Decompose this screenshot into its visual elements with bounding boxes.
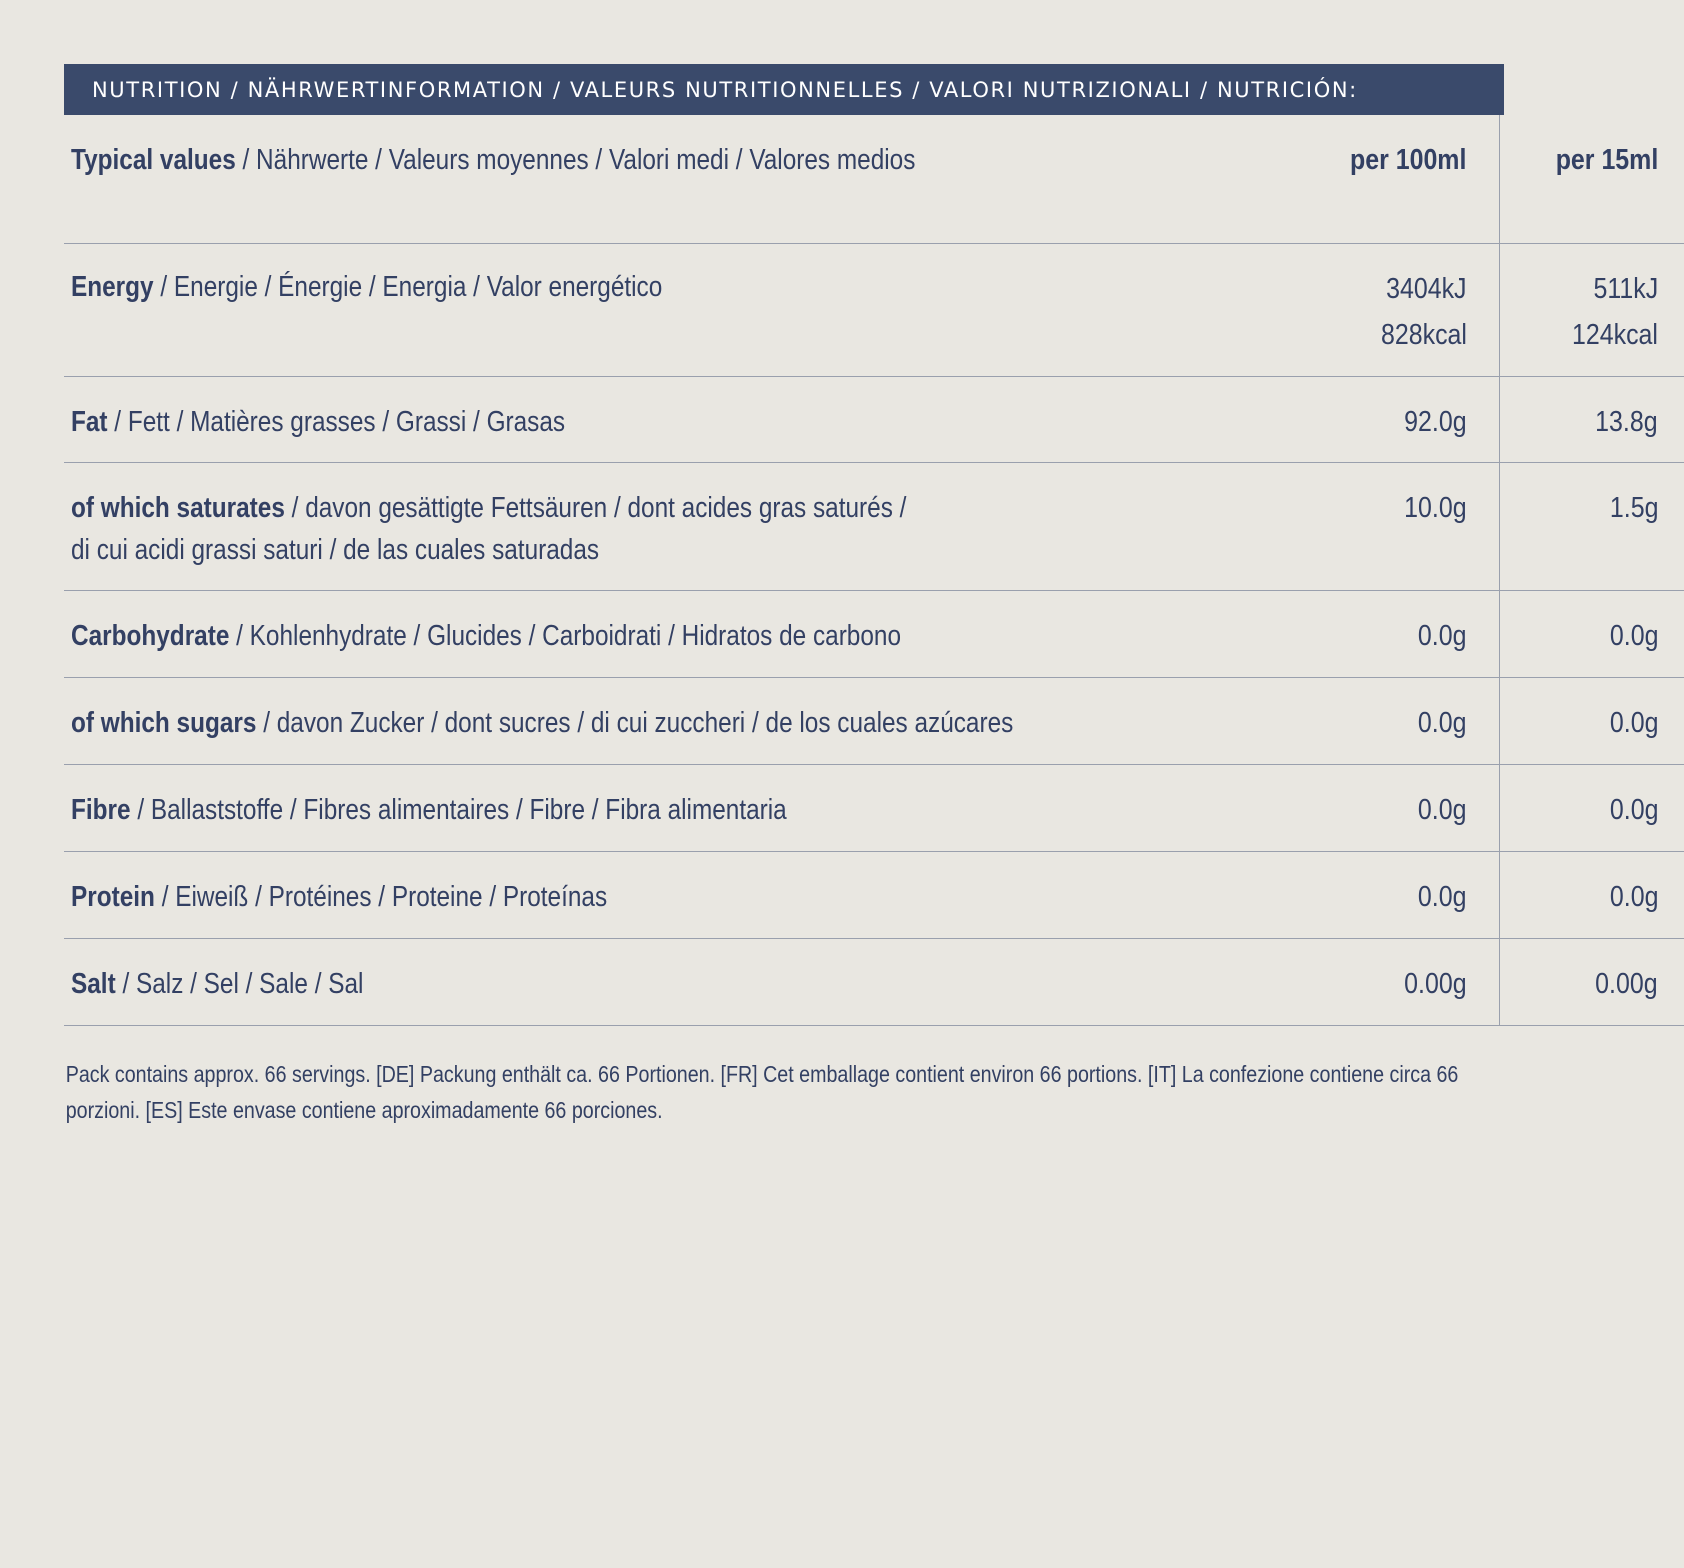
table-row-sugars — [64, 677, 1684, 764]
row-label — [64, 764, 1314, 851]
table-row-carbohydrate — [64, 590, 1684, 677]
row-label — [64, 115, 1314, 243]
value-per-100ml: 0.0g — [1314, 851, 1499, 938]
row-label-rest: / Salz / Sel / Sale / Sal — [115, 967, 364, 1000]
value-per-100ml: 0.00g — [1314, 938, 1499, 1025]
value-per-15ml: 0.0g — [1499, 677, 1684, 764]
value-per-15ml: 0.0g — [1499, 590, 1684, 677]
row-label-rest: / davon gesättigte Fettsäuren / dont acides gras saturés / — [284, 491, 907, 524]
value-per-15ml — [1499, 243, 1684, 376]
energy-kj-per-100ml: 3404kJ — [1386, 272, 1467, 305]
table-row-protein — [64, 851, 1684, 938]
row-label-rest: / Kohlenhydrate / Glucides / Carboidrati / Hidratos de carbono — [229, 619, 901, 652]
servings-note-line2: porzioni. [ES] Este envase contiene aproximadamente 66 porciones. — [65, 1096, 663, 1123]
row-label-bold: of which sugars — [71, 706, 257, 739]
row-label — [64, 590, 1314, 677]
energy-kj-per-15ml: 511kJ — [1593, 272, 1658, 305]
row-label — [64, 462, 1314, 590]
row-label — [64, 243, 1314, 376]
row-label — [64, 938, 1314, 1025]
row-label-rest: / Energie / Énergie / Energia / Valor energético — [153, 270, 663, 303]
row-label-rest: / Nährwerte / Valeurs moyennes / Valori medi / Valores medios — [235, 144, 916, 176]
row-label-bold: Typical values — [71, 144, 236, 176]
row-label-bold: Protein — [71, 880, 155, 913]
value-per-100ml: 0.0g — [1314, 590, 1499, 677]
row-label-rest: / Ballaststoffe / Fibres alimentaires / Fibre / Fibra alimentaria — [130, 793, 787, 826]
row-label — [64, 677, 1314, 764]
energy-kcal-per-15ml: 124kcal — [1572, 318, 1658, 351]
column-header-per-100ml: per 100ml — [1314, 115, 1499, 243]
value-per-15ml: 1.5g — [1499, 462, 1684, 590]
row-label-bold: Fat — [71, 405, 108, 438]
column-header-per-15ml: per 15ml — [1499, 115, 1684, 243]
nutrition-header-banner — [64, 64, 1504, 115]
table-row-energy — [64, 243, 1684, 376]
table-row-fibre — [64, 764, 1684, 851]
row-label — [64, 851, 1314, 938]
nutrition-header-title: NUTRITION / NÄHRWERTINFORMATION / VALEURS NUTRITIONNELLES / VALORI NUTRIZIONALI / NUTRICIÓN: — [92, 77, 1358, 102]
value-per-100ml: 0.0g — [1314, 764, 1499, 851]
row-label — [64, 376, 1314, 462]
table-row-salt — [64, 938, 1684, 1025]
row-label-bold: Carbohydrate — [71, 619, 230, 652]
servings-note-line1: Pack contains approx. 66 servings. [DE] Packung enthält ca. 66 Portionen. [FR] Cet emballage contient environ 66 portions. [IT] La confezione contiene circa 66 — [65, 1060, 1459, 1087]
table-row-header — [64, 115, 1684, 243]
row-label-rest: / davon Zucker / dont sucres / di cui zuccheri / de los cuales azúcares — [256, 706, 1014, 739]
value-per-100ml: 92.0g — [1314, 376, 1499, 462]
row-label-bold: Salt — [71, 967, 116, 1000]
nutrition-panel — [64, 64, 1658, 1128]
value-per-100ml — [1314, 243, 1499, 376]
row-label-rest: / Eiweiß / Protéines / Proteine / Proteínas — [154, 880, 608, 913]
value-per-15ml: 0.0g — [1499, 851, 1684, 938]
value-per-15ml: 13.8g — [1499, 376, 1684, 462]
table-row-fat — [64, 376, 1684, 462]
servings-note — [64, 1056, 1476, 1128]
row-label-bold: of which saturates — [71, 491, 285, 524]
value-per-100ml: 10.0g — [1314, 462, 1499, 590]
row-label-rest: / Fett / Matières grasses / Grassi / Grasas — [107, 405, 566, 438]
value-per-15ml: 0.00g — [1499, 938, 1684, 1025]
table-row-saturates — [64, 462, 1684, 590]
row-label-bold: Fibre — [71, 793, 131, 826]
value-per-100ml: 0.0g — [1314, 677, 1499, 764]
value-per-15ml: 0.0g — [1499, 764, 1684, 851]
row-label-bold: Energy — [71, 270, 154, 303]
nutrition-table — [64, 115, 1684, 1026]
energy-kcal-per-100ml: 828kcal — [1380, 318, 1467, 351]
row-label-line2: di cui acidi grassi saturi / de las cuales saturadas — [71, 533, 600, 566]
